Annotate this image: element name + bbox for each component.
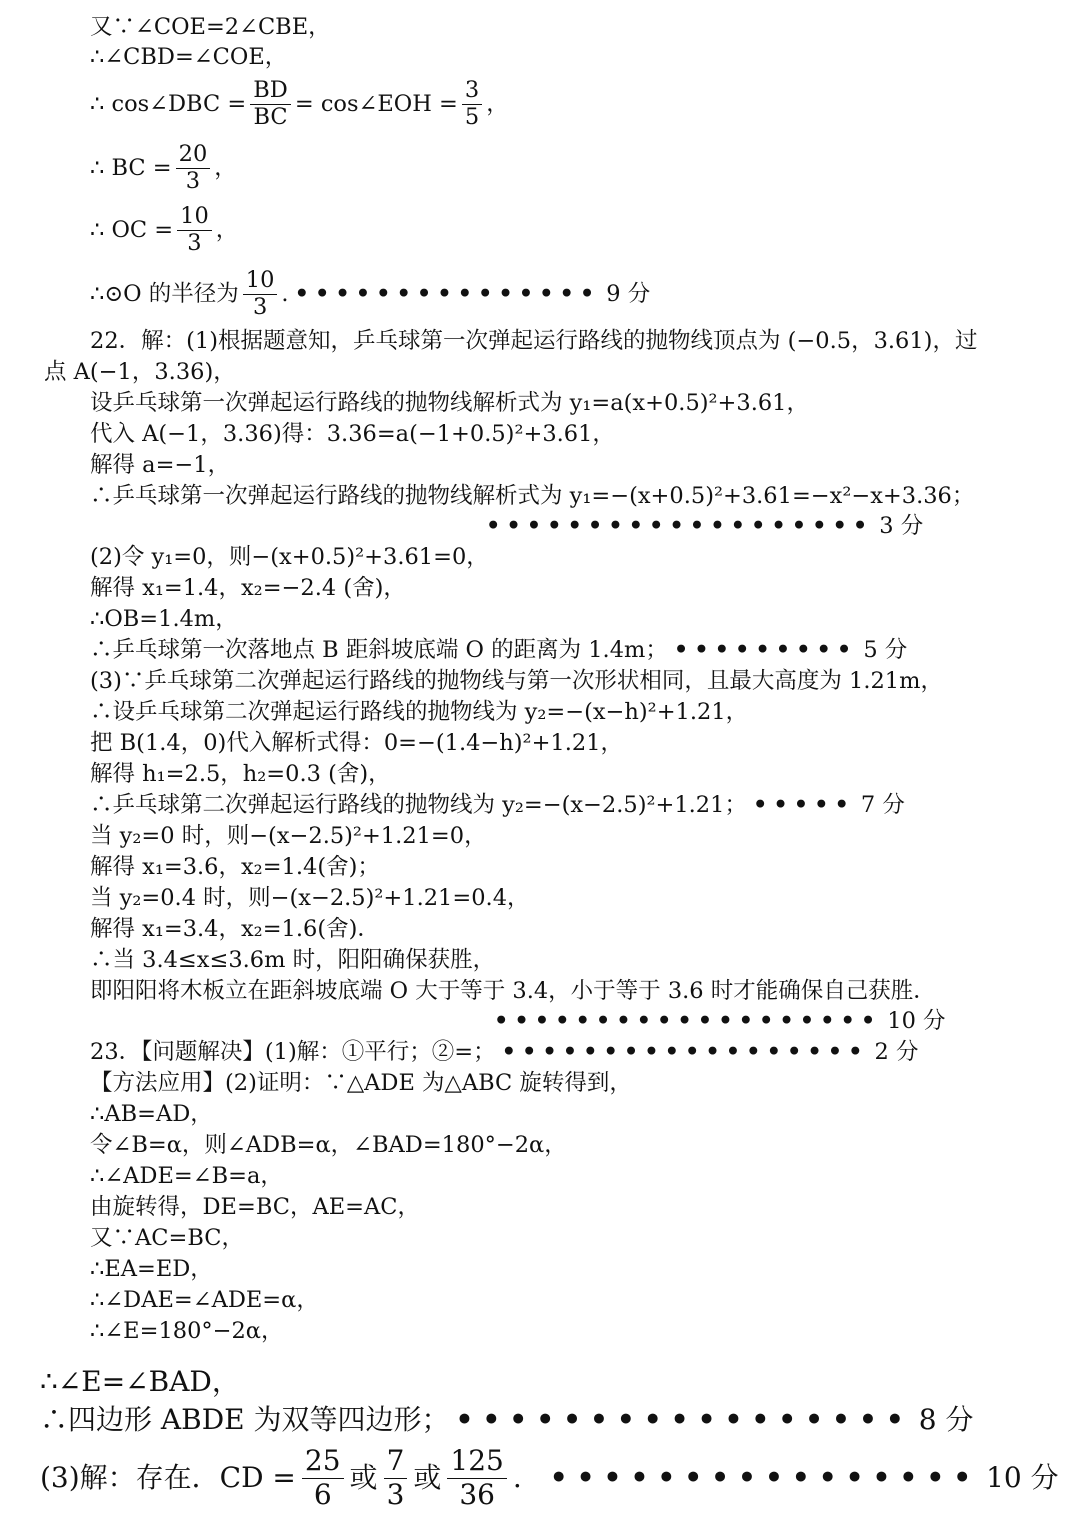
- denominator: BC: [253, 103, 288, 130]
- connector-text: 或: [413, 1461, 442, 1494]
- numerator: 125: [447, 1445, 506, 1478]
- formula-line: [90, 266, 690, 322]
- formula-line: [90, 76, 509, 132]
- score-leader-dots: •••••••••••••••••••: [486, 513, 874, 539]
- score-label: 9 分: [606, 281, 651, 307]
- score-leader-dots: ••••••••••••••••••: [501, 1039, 869, 1065]
- text-line: [90, 1099, 213, 1129]
- text-line: [90, 450, 230, 480]
- line-text: (3)∵乒乓球第二次弹起运行路线的抛物线与第一次形状相同，且最大高度为 1.21m，: [90, 668, 943, 694]
- text-line: [90, 1068, 632, 1098]
- denominator: 6: [313, 1477, 332, 1511]
- formula-prefix: ∴⊙O 的半径为: [90, 281, 239, 307]
- text-line: [40, 1362, 240, 1402]
- numerator: BD: [250, 78, 291, 105]
- score-leader-dots: •••••: [752, 792, 855, 818]
- text-line: [90, 481, 974, 511]
- text-line: [90, 852, 380, 882]
- denominator: 5: [464, 103, 480, 130]
- line-text: ∴乒乓球第一次落地点 B 距斜坡底端 O 的距离为 1.4m；: [90, 637, 668, 663]
- text-line: [90, 883, 530, 913]
- text-line: [90, 635, 907, 665]
- text-line: [90, 573, 406, 603]
- text-line: [40, 1400, 973, 1440]
- line-text: ∴四边形 ABDE 为双等四边形；: [40, 1403, 450, 1436]
- formula-line: [90, 202, 238, 258]
- line-text: 解得 x₁=1.4，x₂=−2.4 (舍)，: [90, 575, 406, 601]
- numerator: 25: [302, 1445, 344, 1478]
- line-text: ∴∠E=∠BAD，: [40, 1365, 240, 1398]
- fraction: [177, 204, 212, 257]
- denominator: 3: [386, 1477, 405, 1511]
- line-text: ∴乒乓球第二次弹起运行路线的抛物线为 y₂=−(x−2.5)²+1.21；: [90, 792, 747, 818]
- text-line: [90, 1037, 918, 1067]
- text-line: [90, 697, 748, 727]
- line-text: ∴∠E=180°−2α，: [90, 1318, 284, 1344]
- line-text: 由旋转得，DE=BC，AE=AC，: [90, 1194, 420, 1220]
- text-line: [90, 604, 238, 634]
- text-line: [90, 790, 905, 820]
- line-text: (2)令 y₁=0，则−(x+0.5)²+3.61=0，: [90, 544, 489, 570]
- line-text: 解得 x₁=3.4，x₂=1.6(舍)．: [90, 916, 380, 942]
- line-text: ∴∠DAE=∠ADE=α，: [90, 1287, 319, 1313]
- text-line: [90, 1285, 319, 1315]
- fraction: [462, 78, 482, 131]
- text-line: [90, 419, 615, 449]
- line-text: 又∵AC=BC，: [90, 1225, 244, 1251]
- formula-suffix: .: [281, 281, 289, 307]
- fraction: [243, 268, 278, 321]
- line-text: 即阳阳将木板立在距斜坡底端 O 大于等于 3.4，小于等于 3.6 时才能确保自己获胜．: [90, 978, 936, 1004]
- score-label: 10 分: [986, 1461, 1059, 1494]
- text-line: [90, 326, 977, 356]
- line-text: ∴AB=AD，: [90, 1101, 213, 1127]
- denominator: 3: [252, 293, 268, 320]
- numerator: 10: [177, 204, 212, 231]
- fraction: [176, 142, 211, 195]
- formula-prefix: ∴ BC =: [90, 155, 172, 181]
- fraction: [250, 78, 291, 131]
- line-text: 22．解：(1)根据题意知，乒乓球第一次弹起运行路线的抛物线顶点为 (−0.5，3.61)，过: [90, 328, 978, 354]
- line-text: 点 A(−1，3.36)，: [44, 359, 236, 385]
- text-line: [90, 542, 489, 572]
- formula-line: [90, 140, 237, 196]
- score-label: 7 分: [860, 792, 905, 818]
- text-line: [90, 1254, 213, 1284]
- formula-middle: = cos∠EOH =: [294, 91, 458, 117]
- text-line: [90, 821, 487, 851]
- formula-line: [40, 1440, 1059, 1516]
- line-text: ∴设乒乓球第二次弹起运行路线的抛物线为 y₂=−(x−h)²+1.21，: [90, 699, 749, 725]
- formula-prefix: ∴ OC =: [90, 217, 174, 243]
- line-text: ∴EA=ED，: [90, 1256, 213, 1282]
- text-line: [90, 1161, 283, 1191]
- line-text: ∴∠ADE=∠B=a，: [90, 1163, 283, 1189]
- score-line: [480, 511, 923, 541]
- fraction: [384, 1445, 408, 1510]
- line-text: 解得 h₁=2.5，h₂=0.3 (舍)，: [90, 761, 391, 787]
- numerator: 10: [243, 268, 278, 295]
- text-line: [90, 1223, 244, 1253]
- numerator: 20: [176, 142, 211, 169]
- score-leader-dots: •••••••••: [673, 637, 858, 663]
- text-line: [90, 42, 287, 72]
- text-line: [90, 914, 380, 944]
- line-text: ∴OB=1.4m，: [90, 606, 238, 632]
- line-text: 代入 A(−1，3.36)得：3.36=a(−1+0.5)²+3.61，: [90, 421, 615, 447]
- formula-suffix: ，: [215, 217, 239, 243]
- score-leader-dots: ••••••••••••••••: [549, 1461, 981, 1494]
- score-leader-dots: •••••••••••••••: [294, 281, 601, 307]
- denominator: 36: [459, 1477, 495, 1511]
- line-text: 【方法应用】(2)证明：∵△ADE 为△ABC 旋转得到，: [90, 1070, 632, 1096]
- formula-suffix: ，: [486, 91, 509, 117]
- score-line: [488, 1006, 946, 1036]
- text-line: [90, 1130, 567, 1160]
- text-line: [90, 666, 943, 696]
- formula-prefix: (3)解：存在．CD =: [40, 1461, 296, 1494]
- text-line: [90, 728, 623, 758]
- numerator: 7: [384, 1445, 408, 1478]
- formula-suffix: ，: [214, 155, 237, 181]
- score-label: 5 分: [863, 637, 908, 663]
- score-label: 2 分: [874, 1039, 919, 1065]
- score-leader-dots: •••••••••••••••••••: [494, 1008, 882, 1034]
- line-text: 23．【问题解决】(1)解：①平行；②=；: [90, 1039, 496, 1065]
- score-label: 10 分: [887, 1008, 946, 1034]
- line-text: ∴当 3.4≤x≤3.6m 时，阳阳确保获胜，: [90, 947, 496, 973]
- fraction: [302, 1445, 344, 1510]
- text-line: [90, 388, 809, 418]
- line-text: ∴乒乓球第一次弹起运行路线的抛物线解析式为 y₁=−(x+0.5)²+3.61=−x²−x+3.36；: [90, 483, 975, 509]
- line-text: 当 y₂=0 时，则−(x−2.5)²+1.21=0，: [90, 823, 487, 849]
- line-text: 设乒乓球第一次弹起运行路线的抛物线解析式为 y₁=a(x+0.5)²+3.61，: [90, 390, 810, 416]
- fraction: [447, 1445, 506, 1510]
- text-line: [90, 1316, 284, 1346]
- line-text: 令∠B=α，则∠ADB=α，∠BAD=180°−2α，: [90, 1132, 567, 1158]
- text-line: [90, 945, 495, 975]
- score-label: 3 分: [879, 513, 924, 539]
- score-label: 8 分: [918, 1403, 974, 1436]
- line-text: 当 y₂=0.4 时，则−(x−2.5)²+1.21=0.4，: [90, 885, 530, 911]
- line-text: ∴∠CBD=∠COE，: [90, 44, 288, 70]
- formula-suffix: .: [512, 1461, 522, 1494]
- line-text: 解得 x₁=3.6，x₂=1.4(舍)；: [90, 854, 380, 880]
- text-line: [90, 759, 391, 789]
- line-text: 解得 a=−1，: [90, 452, 231, 478]
- text-line: [44, 357, 236, 387]
- connector-text: 或: [349, 1461, 378, 1494]
- line-text: 又∵∠COE=2∠CBE，: [90, 14, 331, 40]
- text-line: [90, 1192, 420, 1222]
- line-text: 把 B(1.4，0)代入解析式得：0=−(1.4−h)²+1.21，: [90, 730, 624, 756]
- numerator: 3: [462, 78, 482, 105]
- score-leader-dots: •••••••••••••••••: [455, 1403, 913, 1436]
- denominator: 3: [185, 167, 201, 194]
- text-line: [90, 976, 936, 1006]
- denominator: 3: [187, 229, 202, 256]
- formula-prefix: ∴ cos∠DBC =: [90, 91, 247, 117]
- text-line: [90, 12, 331, 42]
